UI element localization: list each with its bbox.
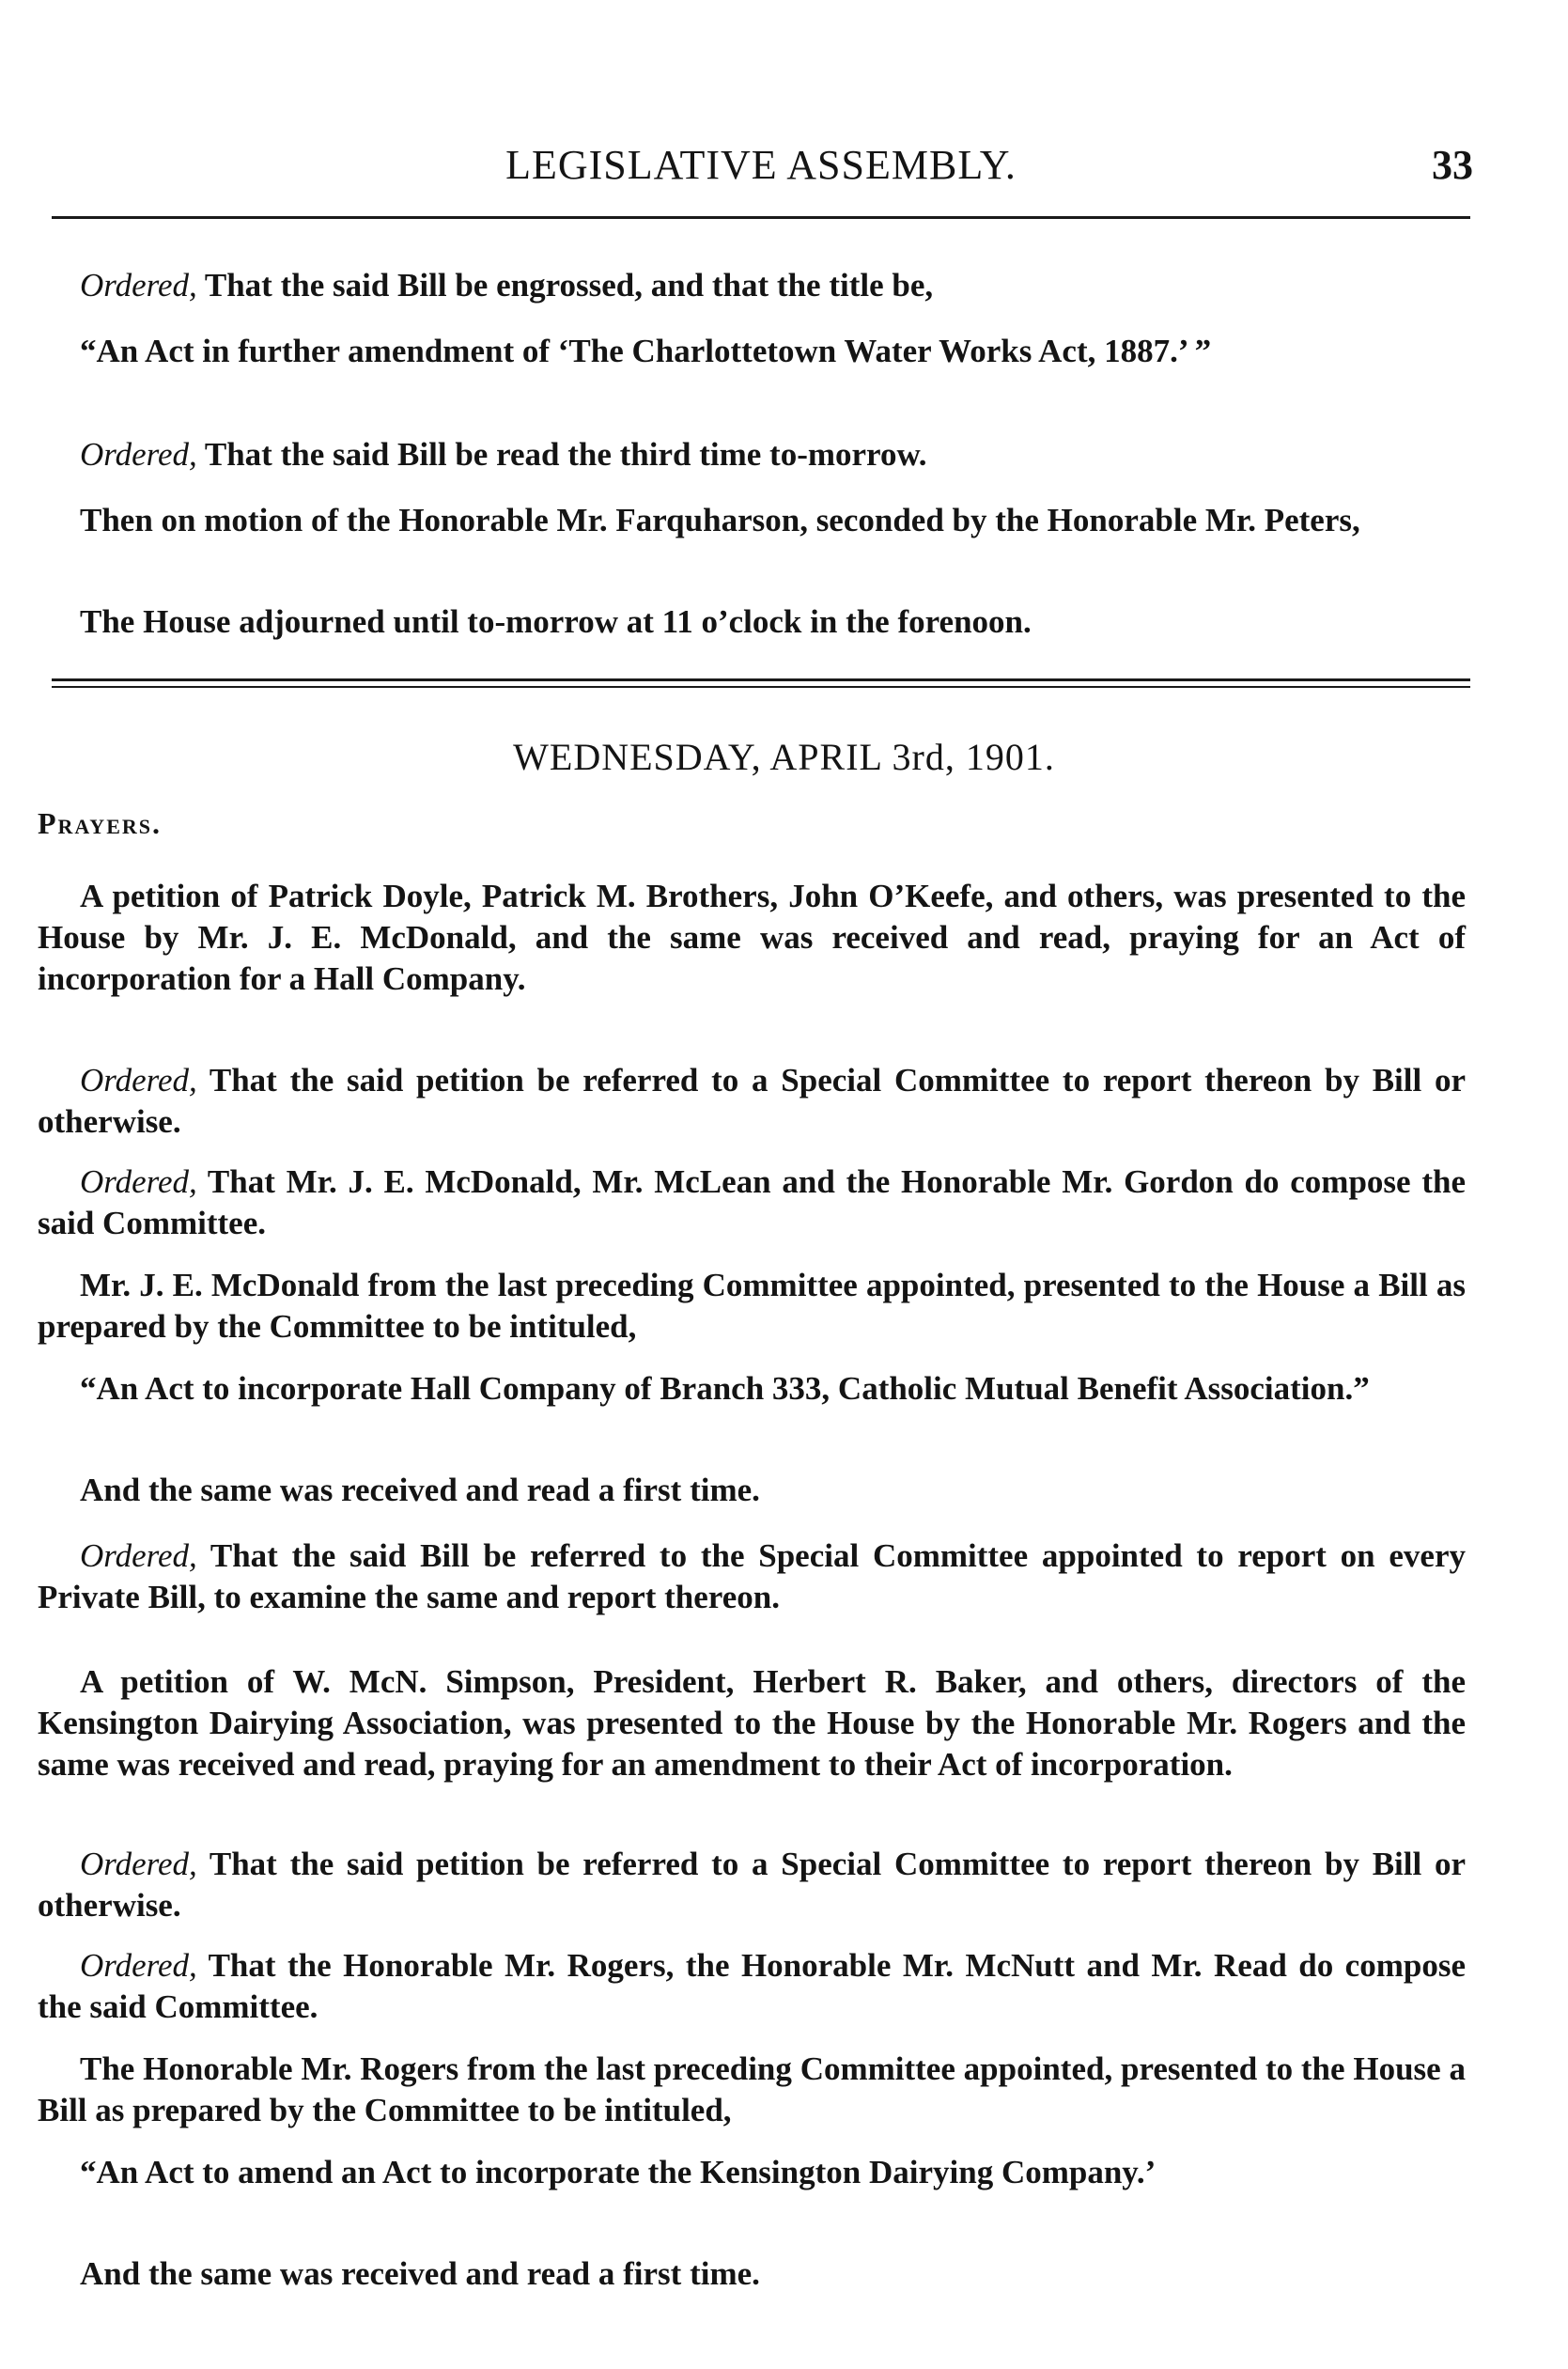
section-rule-lower — [52, 686, 1470, 688]
page-number: 33 — [1432, 142, 1473, 188]
paragraph-mcdonald-bill: Mr. J. E. McDonald from the last preceding Committee appointed, presented to the House a Bill as prepared by the Committee to be intituled, — [38, 1267, 1466, 1345]
paragraph-hall-act-title: “An Act to incorporate Hall Company of Branch 333, Catholic Mutual Benefit Association.” — [80, 1370, 1370, 1407]
paragraph-act-title: “An Act in further amendment of ‘The Charlottetown Water Works Act, 1887.’ ” — [80, 333, 1212, 369]
section-rule-upper — [52, 678, 1470, 681]
paragraph-petition-simpson: A petition of W. McN. Simpson, President, Herbert R. Baker, and others, directors of the Kensington Dairying Association, was presented to the House by the Honorable Mr. Rogers and the same was received and read, praying for an amendment to their Act of incorporation. — [38, 1663, 1466, 1783]
paragraph-ordered-referred-1: Ordered, That the said petition be referred to a Special Committee to report thereon by Bill or otherwise. — [38, 1062, 1466, 1140]
running-title: LEGISLATIVE ASSEMBLY. — [505, 142, 1017, 188]
paragraph-ordered-third-reading: Ordered, That the said Bill be read the third time to-morrow. — [80, 436, 927, 473]
paragraph-ordered-committee-2: Ordered, That the Honorable Mr. Rogers, the Honorable Mr. McNutt and Mr. Read do compose the said Committee. — [38, 1947, 1466, 2025]
prayers-heading: Prayers. — [38, 806, 162, 840]
paragraph-kensington-act-title: “An Act to amend an Act to incorporate the Kensington Dairying Company.’ — [80, 2154, 1157, 2190]
paragraph-ordered-private-bill: Ordered, That the said Bill be referred to the Special Committee appointed to report on every Private Bill, to examine the same and report thereon. — [38, 1537, 1466, 1615]
paragraph-adjourned: The House adjourned until to-morrow at 11 o’clock in the forenoon. — [80, 603, 1032, 640]
date-heading: WEDNESDAY, APRIL 3rd, 1901. — [513, 736, 1055, 778]
paragraph-ordered-engrossed: Ordered, That the said Bill be engrossed, and that the title be, — [80, 267, 934, 304]
header-rule — [52, 216, 1470, 219]
paragraph-petition-doyle: A petition of Patrick Doyle, Patrick M. Brothers, John O’Keefe, and others, was presented to the House by Mr. J. E. McDonald, and the same was received and read, praying for an Act of incorporation for a Hall Company. — [38, 878, 1466, 997]
paragraph-first-reading-1: And the same was received and read a first time. — [80, 1472, 760, 1508]
paragraph-motion: Then on motion of the Honorable Mr. Farquharson, seconded by the Honorable Mr. Peters, — [80, 502, 1360, 538]
paragraph-rogers-bill: The Honorable Mr. Rogers from the last preceding Committee appointed, presented to the House a Bill as prepared by the Committee to be intituled, — [38, 2050, 1466, 2128]
paragraph-first-reading-2: And the same was received and read a first time. — [80, 2255, 760, 2292]
paragraph-ordered-committee-1: Ordered, That Mr. J. E. McDonald, Mr. McLean and the Honorable Mr. Gordon do compose the said Committee. — [38, 1163, 1466, 1241]
paragraph-ordered-referred-2: Ordered, That the said petition be referred to a Special Committee to report thereon by Bill or otherwise. — [38, 1846, 1466, 1924]
page-header — [38, 141, 1484, 197]
